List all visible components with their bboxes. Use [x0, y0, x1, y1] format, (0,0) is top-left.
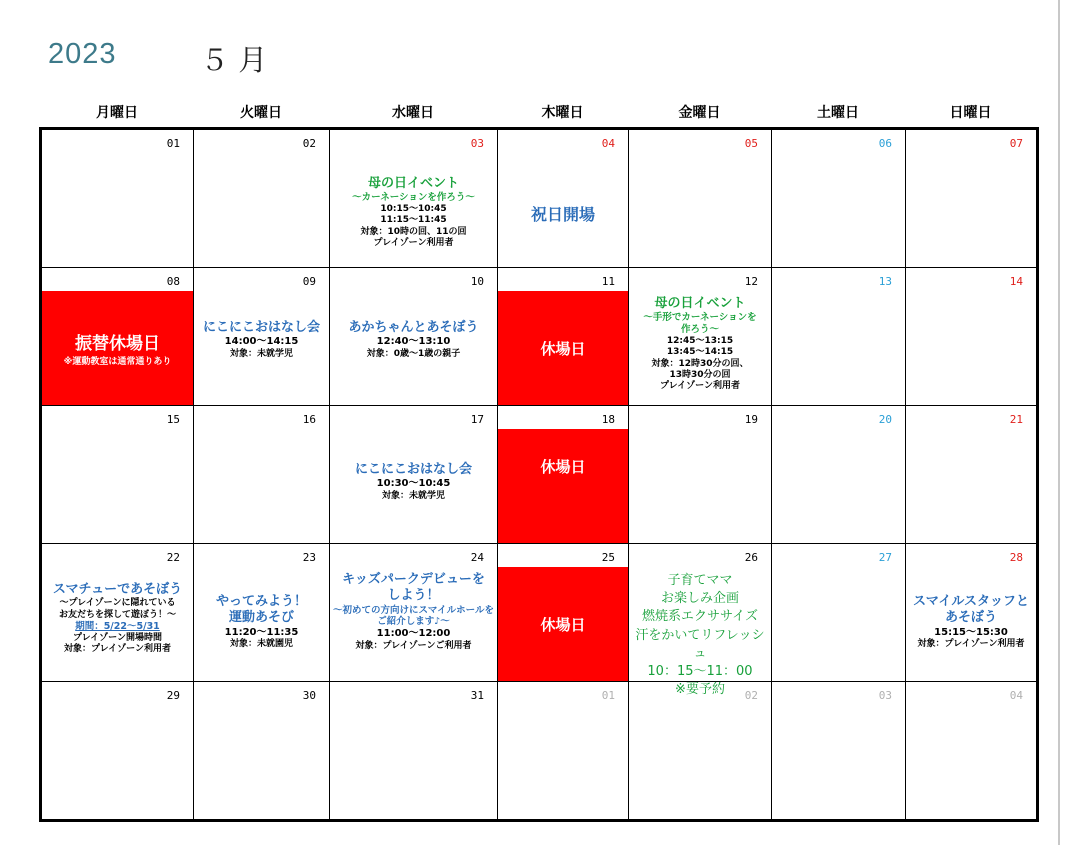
event-desc-1: ～プレイゾーンに隠れている	[59, 598, 176, 609]
event-hours: プレイゾーン開場時間	[72, 632, 162, 643]
day-number: 03	[470, 137, 484, 150]
event-time: 10：15～11：00	[647, 663, 753, 679]
day-number: 15	[166, 413, 180, 426]
day-cell-may04[interactable]	[498, 130, 629, 268]
day-number: 13	[878, 275, 892, 288]
event-may22	[42, 582, 193, 655]
day-number: 20	[878, 413, 892, 426]
holiday-open-label: 祝日開場	[530, 205, 595, 224]
day-number: 23	[302, 551, 316, 564]
day-cell-may27[interactable]	[772, 544, 906, 682]
day-cell-jun03[interactable]	[772, 682, 906, 820]
event-line-1: 子育てママ	[667, 573, 733, 588]
event-title-2: しよう！	[387, 588, 440, 604]
closed-day-block	[42, 291, 193, 405]
day-cell-may22[interactable]	[42, 544, 194, 682]
day-cell-may02[interactable]	[194, 130, 330, 268]
event-target-3: プレイゾーン利用者	[659, 381, 740, 391]
day-cell-may24[interactable]	[330, 544, 498, 682]
day-cell-may21[interactable]	[906, 406, 1037, 544]
event-subtitle-1: ～手形でカーネーションを	[643, 312, 757, 324]
event-subtitle: ～カーネーションを作ろう～	[352, 192, 475, 204]
day-cell-may20[interactable]	[772, 406, 906, 544]
calendar-grid	[41, 129, 1037, 820]
week-row-5	[42, 682, 1037, 820]
event-title: 母の日イベント	[367, 176, 459, 191]
closed-label: 休場日	[540, 615, 586, 634]
event-time: 10:30～10:45	[376, 478, 451, 490]
day-number: 30	[302, 689, 316, 702]
event-title-1: キッズパークデビューを	[342, 572, 485, 587]
day-number: 04	[601, 137, 615, 150]
day-cell-may06[interactable]	[772, 130, 906, 268]
event-subtitle-2: 作ろう～	[680, 324, 719, 336]
event-subtitle-2: ご紹介します♪～	[377, 616, 450, 628]
weekday-saturday: 土曜日	[817, 105, 859, 121]
day-cell-may09[interactable]	[194, 268, 330, 406]
event-target: 対象：未就園児	[229, 639, 293, 649]
weekday-tuesday: 火曜日	[240, 105, 282, 121]
day-cell-may17[interactable]	[330, 406, 498, 544]
event-title: 母の日イベント	[654, 296, 746, 311]
day-number: 07	[1009, 137, 1023, 150]
event-title: にこにこおはなし会	[354, 462, 472, 477]
day-number: 27	[878, 551, 892, 564]
weekday-thursday: 木曜日	[541, 105, 584, 121]
event-desc-2: お友だちを探して遊ぼう！～	[58, 609, 176, 620]
day-number: 17	[470, 413, 484, 426]
event-may17	[330, 462, 497, 502]
day-number: 05	[744, 137, 758, 150]
day-cell-may28[interactable]	[906, 544, 1037, 682]
closed-label: 振替休場日	[75, 334, 160, 354]
event-target-2: プレイゾーン利用者	[373, 237, 454, 248]
day-cell-may11[interactable]	[498, 268, 629, 406]
right-scrollbar-edge	[1058, 0, 1068, 845]
weekday-friday: 金曜日	[678, 105, 721, 121]
day-number: 02	[302, 137, 316, 150]
day-number: 04	[1009, 689, 1023, 702]
event-title: あかちゃんとあそぼう	[348, 320, 479, 335]
day-number: 18	[601, 413, 615, 426]
event-target: 対象：0歳～1歳の親子	[366, 348, 461, 359]
day-number: 12	[744, 275, 758, 288]
weekday-monday: 月曜日	[96, 105, 138, 121]
event-may12	[629, 296, 771, 392]
day-cell-may31[interactable]	[330, 682, 498, 820]
closed-note: ※運動教室は通常通りあり	[63, 357, 172, 367]
event-target-2: 13時30分の回	[669, 369, 731, 380]
day-number: 10	[470, 275, 484, 288]
week-row-3	[42, 406, 1037, 544]
day-number: 19	[744, 413, 758, 426]
event-may26	[629, 572, 771, 699]
day-cell-may01[interactable]	[42, 130, 194, 268]
week-row-2	[42, 268, 1037, 406]
day-number: 06	[878, 137, 892, 150]
event-title-1: スマイルスタッフと	[912, 594, 1030, 609]
event-may28	[906, 594, 1036, 650]
event-target: 対象：未就学児	[229, 348, 293, 359]
day-number: 01	[166, 137, 180, 150]
event-line-3: 燃焼系エクササイズ	[642, 609, 758, 625]
event-may23	[194, 594, 329, 650]
event-title: スマチューであそぼう	[52, 582, 183, 597]
event-time: 15:15～15:30	[934, 626, 1008, 638]
day-number: 08	[166, 275, 180, 288]
day-number: 29	[166, 689, 180, 702]
day-cell-may23[interactable]	[194, 544, 330, 682]
event-title-2: 運動あそび	[228, 610, 294, 626]
day-cell-may15[interactable]	[42, 406, 194, 544]
day-cell-may05[interactable]	[629, 130, 772, 268]
closed-day-block	[498, 429, 628, 543]
closed-label: 休場日	[540, 457, 586, 476]
day-cell-may08[interactable]	[42, 268, 194, 406]
event-title-2: あそぼう	[944, 610, 997, 626]
closed-day-block	[498, 567, 628, 681]
event-may10	[330, 320, 497, 360]
event-time-2: 13:45～14:15	[666, 347, 734, 358]
day-number: 28	[1009, 551, 1023, 564]
event-reservation-note: ※要予約	[675, 682, 725, 698]
event-time-1: 10:15～10:45	[380, 204, 447, 215]
event-time: 14:00～14:15	[224, 336, 299, 348]
calendar-month: ５ 月	[200, 43, 268, 77]
event-title-1: やってみよう！	[215, 594, 307, 609]
day-cell-jun01[interactable]	[498, 682, 629, 820]
day-cell-may13[interactable]	[772, 268, 906, 406]
day-number: 03	[878, 689, 892, 702]
day-cell-jun02[interactable]	[629, 682, 772, 820]
event-may03	[330, 176, 497, 249]
event-time: 12:40～13:10	[376, 336, 451, 348]
event-time-2: 11:15～11:45	[380, 215, 447, 226]
day-number: 11	[601, 275, 615, 288]
event-subtitle-1: ～初めての方向けにスマイルホールを	[333, 604, 494, 616]
day-cell-may29[interactable]	[42, 682, 194, 820]
day-number: 22	[166, 551, 180, 564]
day-number: 14	[1009, 275, 1023, 288]
event-line-2: お楽しみ企画	[660, 591, 739, 607]
event-time: 11:20～11:35	[224, 626, 299, 638]
day-number: 09	[302, 275, 316, 288]
day-cell-may30[interactable]	[194, 682, 330, 820]
weekday-wednesday: 水曜日	[392, 105, 434, 121]
event-target: 対象：プレイゾーン利用者	[63, 643, 171, 654]
day-cell-may14[interactable]	[906, 268, 1037, 406]
day-number: 21	[1009, 413, 1023, 426]
event-time-1: 12:45～13:15	[666, 336, 734, 346]
day-number: 24	[470, 551, 484, 564]
day-cell-may12[interactable]	[629, 268, 772, 406]
event-target: 対象：未就学児	[381, 490, 445, 501]
event-line-4: 汗をかいてリフレッシュ	[635, 627, 765, 661]
event-target-1: 対象：12時30分の回、	[651, 358, 749, 369]
day-number: 25	[601, 551, 615, 564]
event-may24	[330, 572, 497, 652]
day-number: 16	[302, 413, 316, 426]
event-title: にこにこおはなし会	[202, 320, 320, 335]
event-target: 対象：プレイゾーン利用者	[917, 639, 1025, 649]
day-cell-may03[interactable]	[330, 130, 498, 268]
event-time: 11:00～12:00	[376, 628, 451, 640]
event-period-link[interactable]: 期間：5/22～5/31	[75, 620, 160, 632]
day-number: 01	[601, 689, 615, 702]
day-cell-may25[interactable]	[498, 544, 629, 682]
week-row-4	[42, 544, 1037, 682]
weekday-sunday: 日曜日	[949, 105, 992, 121]
day-number: 02	[744, 689, 758, 702]
day-cell-may18[interactable]	[498, 406, 629, 544]
day-cell-may19[interactable]	[629, 406, 772, 544]
event-target: 対象：プレイゾーンご利用者	[355, 640, 472, 651]
event-may09	[194, 320, 329, 360]
day-cell-jun04[interactable]	[906, 682, 1037, 820]
calendar-year: 2023	[48, 38, 117, 70]
closed-label: 休場日	[540, 339, 586, 358]
event-target: 対象：10時の回、11の回	[360, 226, 467, 237]
day-number: 31	[470, 689, 484, 702]
closed-day-block	[498, 291, 628, 405]
day-cell-may07[interactable]	[906, 130, 1037, 268]
week-row-1	[42, 130, 1037, 268]
day-cell-may16[interactable]	[194, 406, 330, 544]
day-cell-may10[interactable]	[330, 268, 498, 406]
day-number: 26	[744, 551, 758, 564]
